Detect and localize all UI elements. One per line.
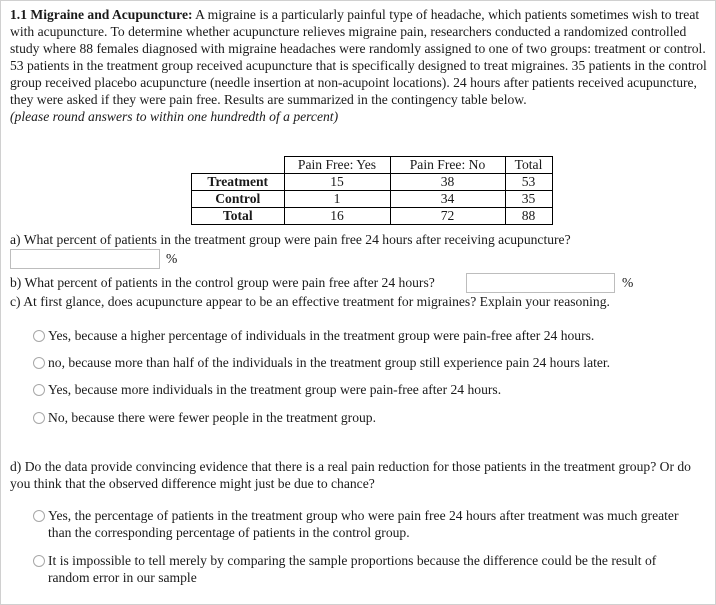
row-label: Treatment	[192, 174, 285, 191]
option-label: Yes, the percentage of patients in the treatment group who were pain free 24 hours after treatment was much greater than the corresponding percentage of patients in the control group.	[48, 508, 679, 540]
option-c-4[interactable]	[33, 409, 376, 426]
table-header: Pain Free: No	[390, 157, 505, 174]
radio-button[interactable]	[33, 412, 45, 424]
table-row	[192, 208, 553, 225]
table-cell: 72	[390, 208, 505, 225]
rounding-note: (please round answers to within one hundredth of a percent)	[10, 109, 339, 124]
option-c-3[interactable]	[33, 381, 501, 398]
radio-button[interactable]	[33, 357, 45, 369]
option-label: Yes, because a higher percentage of individuals in the treatment group were pain-free after 24 hours.	[48, 328, 595, 343]
problem-title: 1.1 Migraine and Acupuncture:	[10, 7, 193, 22]
problem-intro: A migraine is a particularly painful type of headache, which patients sometimes wish to treat with acupuncture. To determine whether acupuncture relieves migraine pain, researchers conducted a randomized controlled study where 88 females diagnosed with migraine headaches were randomly assigned to one of two groups: treatment or control. 53 patients in the treatment group received acupuncture that is specifically designed to treat migraines. 35 patients in the control group received placebo acupuncture (needle insertion at non-acupoint locations). 24 hours after patients received acupuncture, they were asked if they were pain free. Results are summarized in the contingency table below.	[10, 7, 707, 107]
option-c-2[interactable]	[33, 354, 610, 371]
contingency-table	[191, 156, 553, 225]
table-header: Total	[505, 157, 552, 174]
question-c-text: c) At first glance, does acupuncture appear to be an effective treatment for migraines? Explain your reasoning.	[10, 294, 610, 309]
table-cell: 15	[284, 174, 390, 191]
table-cell: 1	[284, 191, 390, 208]
answer-a-unit: %	[166, 251, 178, 266]
problem-statement	[10, 6, 708, 125]
table-cell: 35	[505, 191, 552, 208]
radio-button[interactable]	[33, 555, 45, 567]
row-label: Total	[192, 208, 285, 225]
table-row	[192, 174, 553, 191]
question-b-text: b) What percent of patients in the control group were pain free after 24 hours?	[10, 275, 435, 290]
option-label: No, because there were fewer people in the treatment group.	[48, 410, 376, 425]
row-label: Control	[192, 191, 285, 208]
option-label: no, because more than half of the individuals in the treatment group still experience pain 24 hours later.	[48, 355, 611, 370]
table-header-row	[192, 157, 553, 174]
answer-a-input[interactable]	[10, 249, 160, 269]
radio-button[interactable]	[33, 510, 45, 522]
table-corner	[192, 157, 285, 174]
option-d-1[interactable]	[33, 507, 693, 541]
radio-button[interactable]	[33, 330, 45, 342]
question-d-text: d) Do the data provide convincing evidence that there is a real pain reduction for those patients in the treatment group? Or do you think that the observed difference might just be due to chance?	[10, 459, 691, 491]
option-c-1[interactable]	[33, 327, 594, 344]
option-label: Yes, because more individuals in the treatment group were pain-free after 24 hours.	[48, 382, 502, 397]
answer-b-unit: %	[622, 275, 634, 290]
radio-button[interactable]	[33, 384, 45, 396]
table-cell: 34	[390, 191, 505, 208]
answer-b-input[interactable]	[466, 273, 615, 293]
option-label: It is impossible to tell merely by comparing the sample proportions because the difference could be the result of random error in our sample	[48, 553, 657, 585]
table-header: Pain Free: Yes	[284, 157, 390, 174]
question-a-text: a) What percent of patients in the treatment group were pain free 24 hours after receiving acupuncture?	[10, 232, 571, 247]
table-cell: 16	[284, 208, 390, 225]
option-d-2[interactable]	[33, 552, 695, 586]
table-cell: 88	[505, 208, 552, 225]
table-cell: 53	[505, 174, 552, 191]
table-row	[192, 191, 553, 208]
table-cell: 38	[390, 174, 505, 191]
